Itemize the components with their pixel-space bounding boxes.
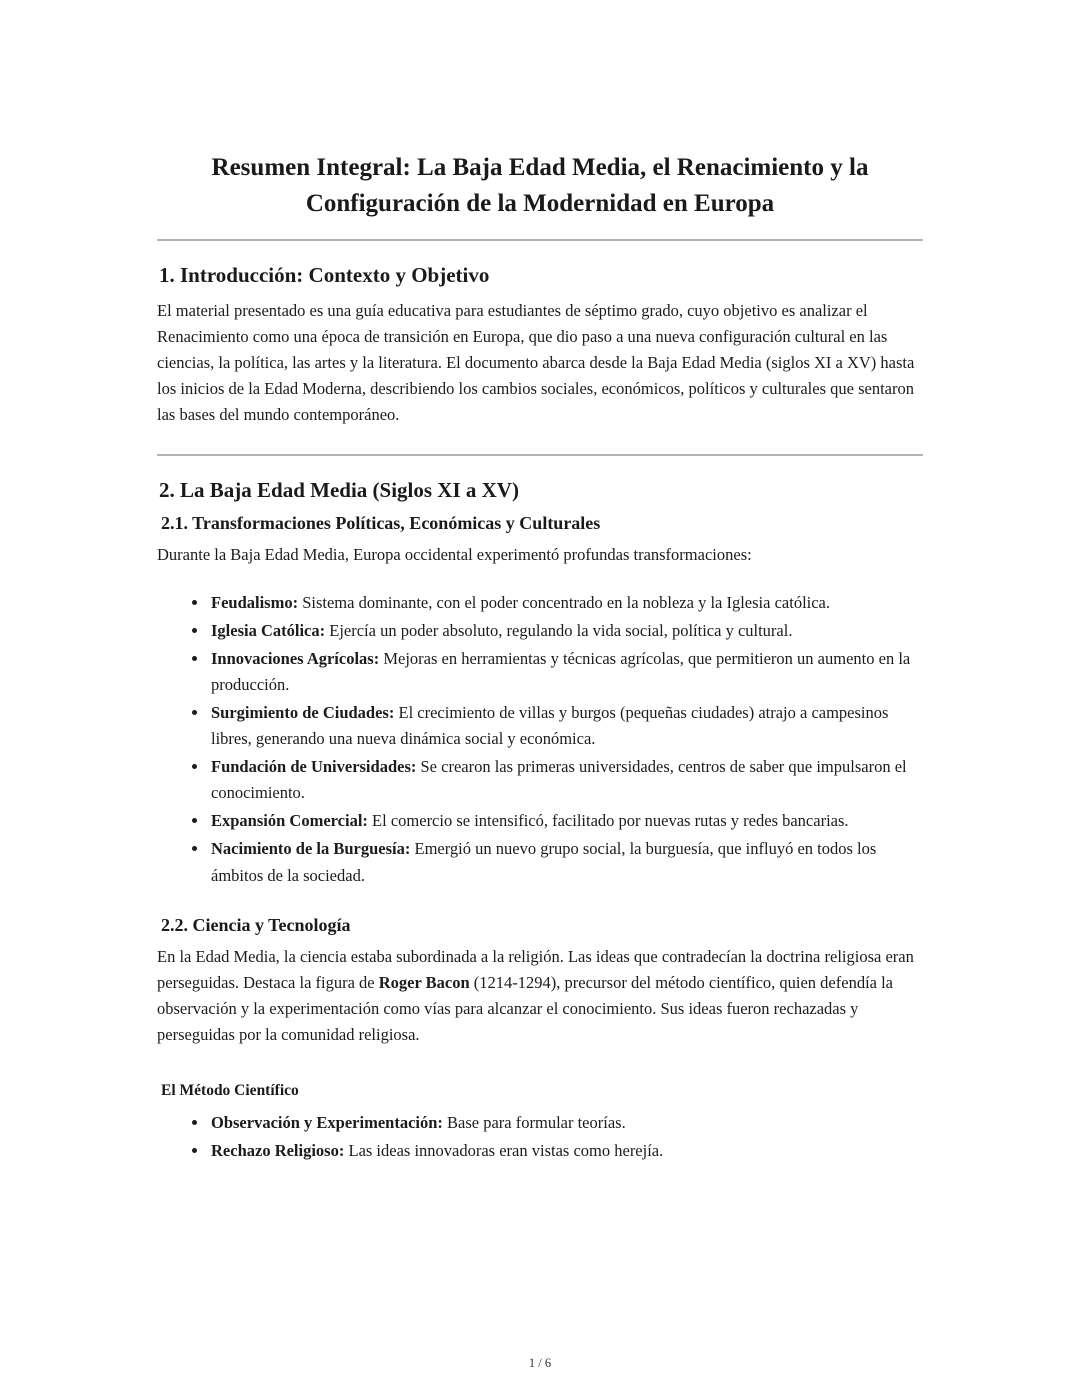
bullet-text: Emergió un nuevo grupo social, la burguesía, que influyó en todos los ámbitos de la sociedad. [211,839,877,885]
section-introduccion [157,263,923,428]
section-baja-edad-media [157,478,923,1164]
bullet-text: Ejercía un poder absoluto, regulando la vida social, política y cultural. [325,620,793,640]
document-title: Resumen Integral: La Baja Edad Media, el Renacimiento y la Configuración de la Modernidad en Europa [211,154,869,218]
bullet-label: Surgimiento de Ciudades: [211,703,395,723]
bullet-label: Expansión Comercial: [211,811,368,831]
bullet-label: Iglesia Católica: [211,620,326,640]
metodo-cientifico-heading: El Método Científico [161,1081,299,1099]
transformaciones-list [157,590,923,889]
bullet-item [209,836,923,888]
roger-bacon-bold: Roger Bacon [378,972,470,992]
bullet-item [209,754,923,806]
subsection-2-2-paragraph [157,944,923,1048]
bullet-label: Fundación de Universidades: [211,757,417,777]
bullet-item [209,646,923,698]
section-divider [157,454,923,456]
bullet-label: Rechazo Religioso: [211,1140,345,1160]
bullet-label: Innovaciones Agrícolas: [211,649,380,668]
page-number: 1 / 6 [528,1356,552,1370]
title-divider [157,239,923,241]
bullet-item [209,700,923,752]
bullet-label: Observación y Experimentación: [211,1112,443,1132]
bullet-item [209,618,923,644]
bullet-text: Sistema dominante, con el poder concentrado en la nobleza y la Iglesia católica. [298,592,831,612]
bullet-text: Base para formular teorías. [442,1112,626,1132]
section-1-heading: 1. Introducción: Contexto y Objetivo [159,262,490,287]
bullet-item [209,1110,923,1136]
subsection-2-1-heading: 2.1. Transformaciones Políticas, Económicas y Culturales [161,512,601,533]
bullet-text: Se crearon las primeras universidades, centros de saber que impulsaron el conocimiento. [211,757,907,803]
paragraph-text: (1214-1294), precursor del método científico, quien defendía la observación y la experimentación como vías para alcanzar el conocimiento. Sus ideas fueron rechazadas y perseguidas por la comunidad religiosa. [157,972,894,1044]
section-2-heading: 2. La Baja Edad Media (Siglos XI a XV) [159,477,519,502]
section-1-paragraph: El material presentado es una guía educativa para estudiantes de séptimo grado, cuyo objetivo es analizar el Renacimiento como una época de transición en Europa, que dio paso a una nueva configuración cultural en las ciencias, la política, las artes y la literatura. El documento abarca desde la Baja Edad Media (siglos XI a XV) hasta los inicios de la Edad Moderna, describiendo los cambios sociales, económicos, políticos y culturales que sentaron las bases del mundo contemporáneo. [157,300,915,424]
metodo-cientifico-list [157,1110,923,1164]
bullet-text: Las ideas innovadoras eran vistas como herejía. [344,1140,664,1160]
subsection-2-1-intro: Durante la Baja Edad Media, Europa occidental experimentó profundas transformaciones: [157,544,752,564]
bullet-item [209,808,923,834]
bullet-item [209,1138,923,1164]
paragraph-text: En la Edad Media, la ciencia estaba subordinada a la religión. Las ideas que contradecían la doctrina religiosa eran perseguidas. Destaca la figura de [157,946,914,992]
subsection-2-2-heading: 2.2. Ciencia y Tecnología [161,914,351,935]
bullet-text: El crecimiento de villas y burgos (pequeñas ciudades) atrajo a campesinos libres, generando una nueva dinámica social y económica. [211,703,889,749]
bullet-text: Mejoras en herramientas y técnicas agrícolas, que permitieron un aumento en la producción. [211,649,911,695]
bullet-label: Nacimiento de la Burguesía: [211,839,411,859]
bullet-label: Feudalismo: [211,592,299,612]
bullet-text: El comercio se intensificó, facilitado por nuevas rutas y redes bancarias. [367,811,849,831]
bullet-item [209,590,923,616]
